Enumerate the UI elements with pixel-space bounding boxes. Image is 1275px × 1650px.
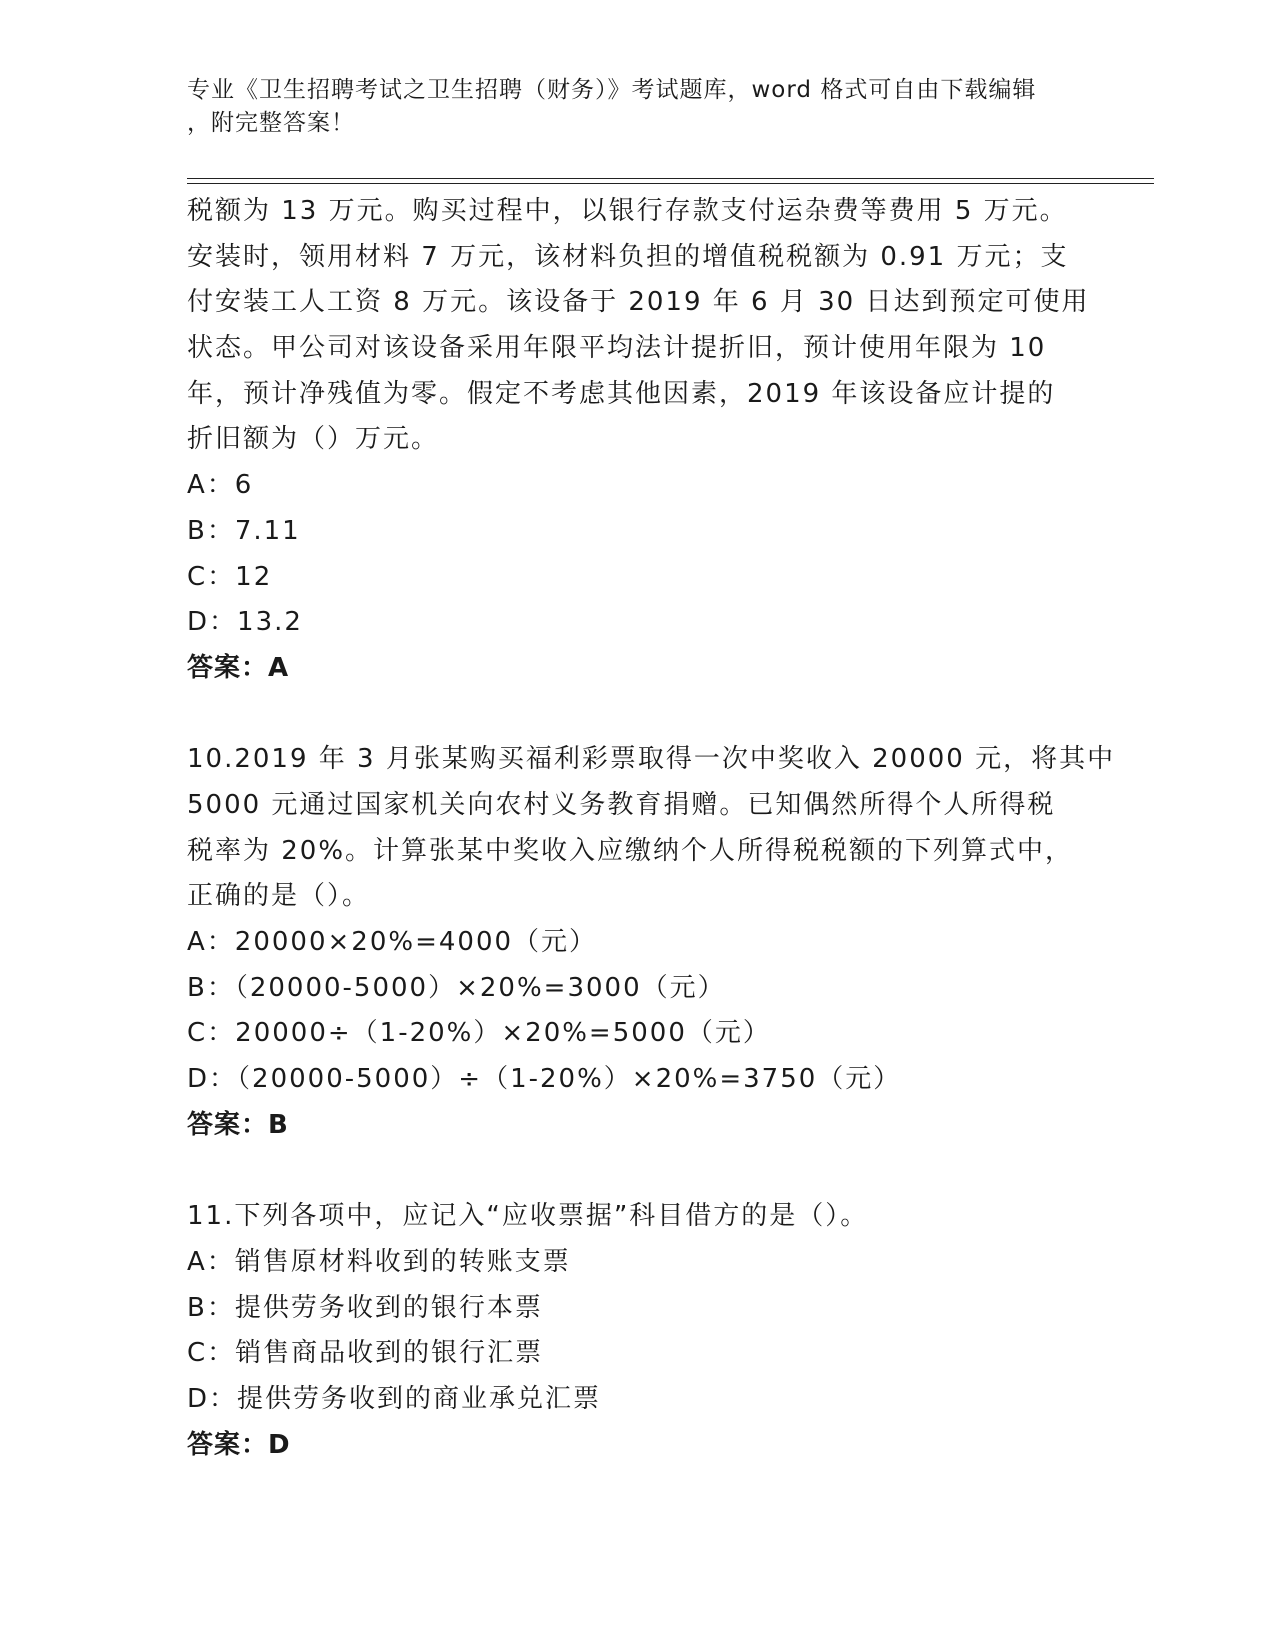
document-header [187, 74, 1087, 140]
question-9 [187, 189, 1107, 692]
document-body [187, 189, 1116, 1468]
question-11 [187, 1194, 1107, 1468]
header-rule-top [187, 178, 1154, 179]
question-stem-line: 折旧额为（）万元。 [187, 424, 440, 455]
option-c: C：销售商品收到的银行汇票 [187, 1338, 544, 1369]
question-stem-line: 11.下列各项中，应记入“应收票据”科目借方的是（）。 [187, 1201, 869, 1232]
question-stem-line: 税率为 20%。计算张某中奖收入应缴纳个人所得税税额的下列算式中， [187, 835, 1074, 866]
answer-line: 答案：A [187, 652, 290, 683]
option-d: D：（20000-5000）÷（1-20%）×20%=3750（元） [187, 1064, 902, 1095]
header-line-1: 专业《卫生招聘考试之卫生招聘（财务）》考试题库，word 格式可自由下载编辑 [187, 77, 1037, 103]
option-a: A：6 [187, 470, 254, 501]
option-a: A：20000×20%=4000（元） [187, 927, 598, 957]
option-c: C：12 [187, 561, 273, 592]
question-stem-line: 年，预计净残值为零。假定不考虑其他因素，2019 年该设备应计提的 [187, 378, 1056, 409]
answer-line: 答案：D [187, 1429, 291, 1460]
option-c: C：20000÷（1-20%）×20%=5000（元） [187, 1018, 771, 1049]
header-rule-bottom [187, 183, 1154, 184]
answer-line: 答案：B [187, 1109, 289, 1140]
question-stem-line: 状态。甲公司对该设备采用年限平均法计提折旧，预计使用年限为 10 [187, 333, 1047, 364]
paragraph-gap [187, 692, 1107, 738]
header-line-2: ，附完整答案！ [187, 110, 355, 136]
option-b: B：（20000-5000）×20%=3000（元） [187, 972, 726, 1003]
option-d: D：提供劳务收到的商业承兑汇票 [187, 1383, 602, 1414]
question-10 [187, 737, 1116, 1148]
question-stem-line: 税额为 13 万元。购买过程中，以银行存款支付运杂费等费用 5 万元。 [187, 196, 1068, 226]
option-b: B：7.11 [187, 515, 301, 546]
option-b: B：提供劳务收到的银行本票 [187, 1292, 543, 1323]
option-d: D：13.2 [187, 607, 303, 638]
question-stem-line: 10.2019 年 3 月张某购买福利彩票取得一次中奖收入 20000 元，将其中 [187, 744, 1116, 775]
question-stem-line: 安装时，领用材料 7 万元，该材料负担的增值税税额为 0.91 万元；支 [187, 241, 1069, 272]
question-stem-line: 付安装工人工资 8 万元。该设备于 2019 年 6 月 30 日达到预定可使用 [187, 287, 1090, 318]
paragraph-gap [187, 1148, 1107, 1194]
question-stem-line: 正确的是（）。 [187, 881, 371, 912]
question-stem-line: 5000 元通过国家机关向农村义务教育捐赠。已知偶然所得个人所得税 [187, 789, 1056, 820]
option-a: A：销售原材料收到的转账支票 [187, 1246, 571, 1277]
